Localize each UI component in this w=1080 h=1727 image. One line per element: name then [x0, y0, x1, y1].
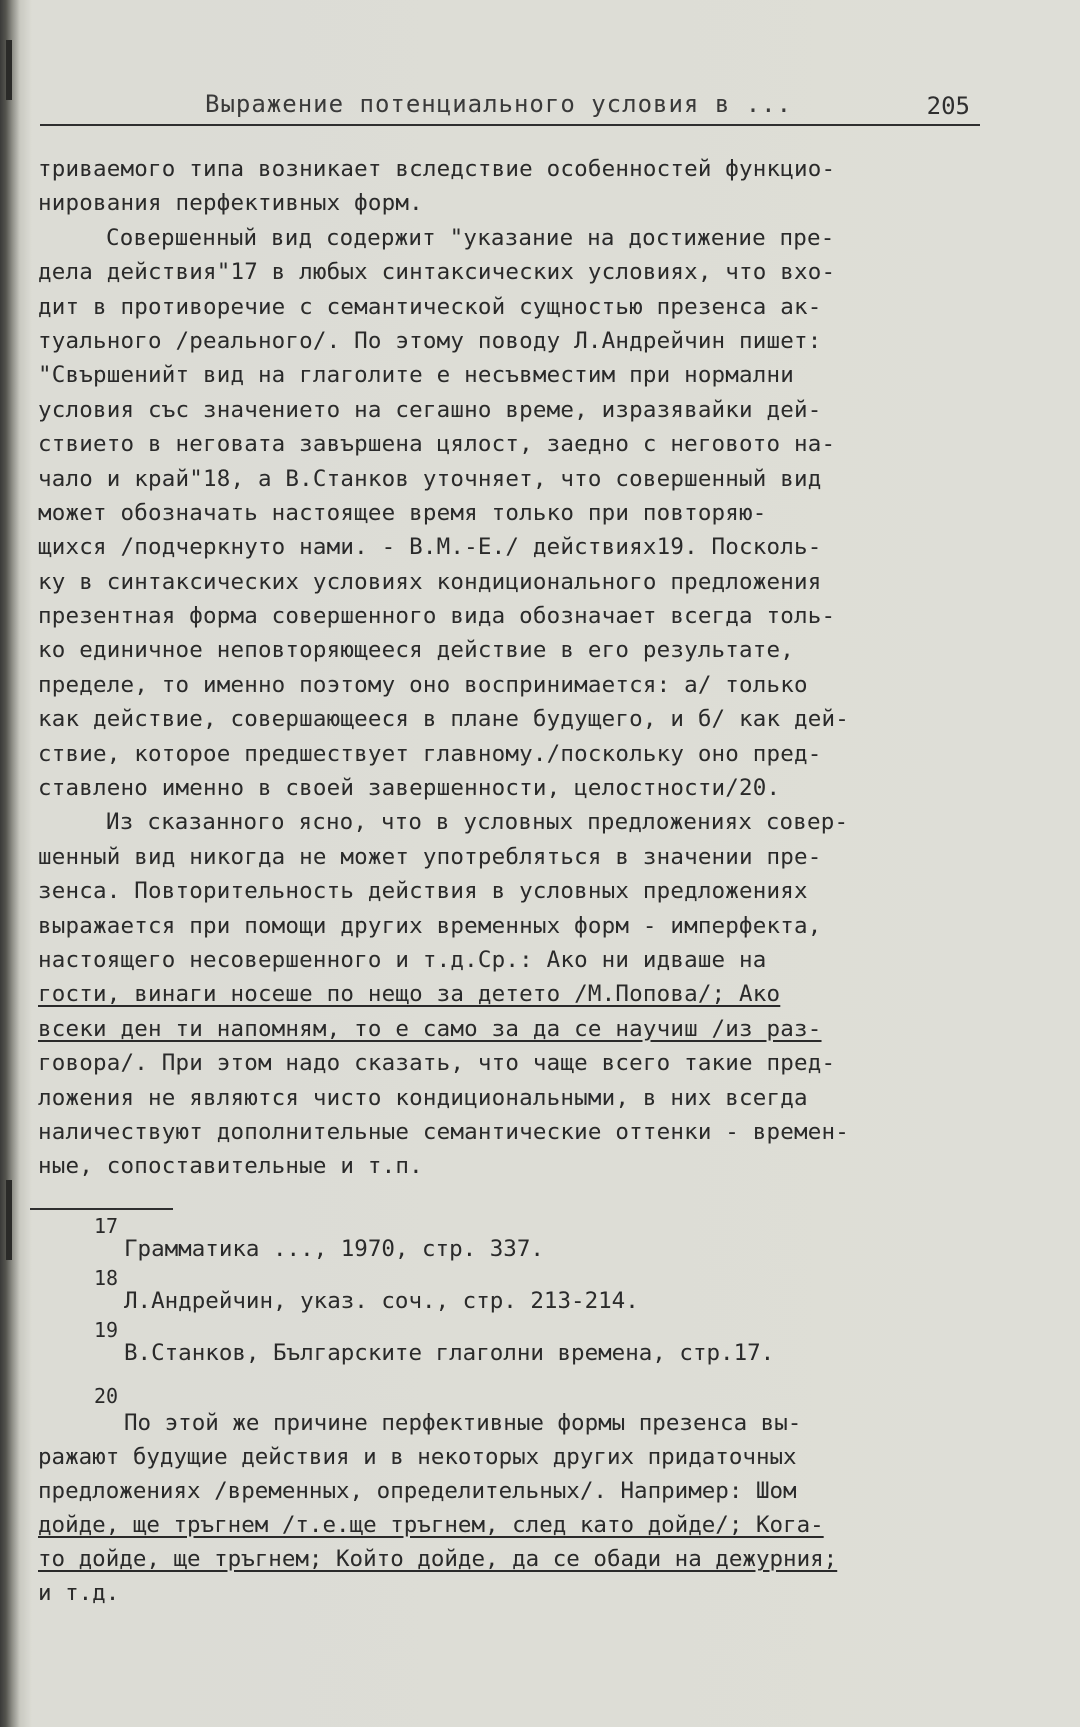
text-line: "Свършенийт вид на глаголите е несъвместим при нормални — [38, 362, 795, 389]
running-header — [40, 90, 980, 126]
footnote-text: Л.Андрейчин, указ. соч., стр. 213-214. — [124, 1288, 639, 1314]
text-line: настоящего несовершенного и т.д.Ср.: Ако ни идваше на — [38, 946, 767, 973]
footnote-number: 19 — [94, 1318, 119, 1342]
footnote-number: 20 — [94, 1384, 119, 1408]
footnotes — [38, 1214, 988, 1606]
text-line: Совершенный вид содержит "указание на достижение пре- — [106, 224, 835, 251]
footnote-line: и т.д. — [38, 1580, 120, 1606]
text-line: наличествуют дополнительные семантические оттенки - времен- — [38, 1118, 850, 1145]
footnote-20-text — [38, 1406, 988, 1610]
text-line: условия със значението на сегашно време, изразявайки дей- — [38, 396, 822, 423]
text-line: чало и край"18, а В.Станков уточняет, что совершенный вид — [38, 465, 822, 492]
text-line-underlined: гости, винаги носеше по нещо за детето /М.Попова/; Ако — [38, 981, 781, 1008]
footnote-line: По этой же причине перфективные формы презенса вы- — [124, 1410, 802, 1436]
text-line: дела действия"17 в любых синтаксических условиях, что вхо- — [38, 259, 836, 286]
text-line: триваемого типа возникает вследствие особенностей функцио- — [38, 156, 836, 182]
text-line: зенса. Повторительность действия в условных предложениях — [38, 878, 808, 905]
text-line-underlined: всеки ден ти напомням, то е само за да се научиш /из раз- — [38, 1015, 822, 1042]
text-line: ку в синтаксических условиях кондиционального предложения — [38, 568, 822, 595]
footnote-line: ражают будущие действия и в некоторых других придаточных — [38, 1444, 797, 1470]
text-line: Из сказанного ясно, что в условных предложениях совер- — [106, 809, 849, 836]
page-number: 205 — [926, 92, 970, 120]
running-title: Выражение потенциального условия в ... — [205, 90, 793, 118]
text-line: презентная форма совершенного вида обозначает всегда толь- — [38, 603, 836, 630]
text-line: ные, сопоставительные и т.п. — [38, 1153, 423, 1180]
footnote-text: Грамматика ..., 1970, стр. 337. — [124, 1236, 544, 1262]
text-line: туального /реального/. По этому поводу Л.Андрейчин пишет: — [38, 327, 822, 354]
footnote-line-underlined: то дойде, ще тръгнем; Който дойде, да се обади на дежурния; — [38, 1546, 838, 1572]
footnote-number: 17 — [94, 1214, 119, 1238]
text-line: шенный вид никогда не может употребляться в значении пре- — [38, 843, 822, 870]
text-line: ко единичное неповторяющееся действие в его результате, — [38, 637, 795, 664]
main-text — [38, 152, 986, 1184]
footnote-text: В.Станков, Българските глаголни времена, стр.17. — [124, 1340, 775, 1366]
text-line: щихся /подчеркнуто нами. - В.М.-Е./ действиях19. Посколь- — [38, 534, 822, 561]
text-line: нирования перфективных форм. — [38, 190, 423, 217]
text-line: ствието в неговата завършена цялост, заедно с неговото на- — [38, 431, 836, 458]
text-line: пределе, то именно поэтому оно воспринимается: а/ только — [38, 671, 808, 698]
footnote-number: 18 — [94, 1266, 119, 1290]
footnote-line: предложениях /временных, определительных/. Например: Шом — [38, 1478, 797, 1504]
footnote-line-underlined: дойде, ще тръгнем /т.е.ще тръгнем, след като дойде/; Кога- — [38, 1512, 824, 1538]
text-line: ложения не являются чисто кондициональными, в них всегда — [38, 1084, 808, 1111]
text-line: ставлено именно в своей завершенности, целостности/20. — [38, 775, 781, 802]
text-line: выражается при помощи других временных форм - имперфекта, — [38, 912, 822, 939]
footnote-18 — [38, 1266, 988, 1318]
footnote-17 — [38, 1214, 988, 1266]
text-line: говора/. При этом надо сказать, что чаще всего такие пред- — [38, 1050, 836, 1077]
text-line: может обозначать настоящее время только при повторяю- — [38, 499, 767, 526]
text-line: дит в противоречие с семантической сущностью презенса ак- — [38, 293, 822, 320]
text-line: как действие, совершающееся в плане будущего, и б/ как дей- — [38, 706, 850, 733]
text-line: ствие, которое предшествует главному./поскольку оно пред- — [38, 740, 822, 767]
binding-shadow — [6, 1180, 12, 1260]
binding-shadow — [6, 40, 12, 100]
footnote-19 — [38, 1318, 988, 1370]
footnote-separator — [30, 1208, 173, 1210]
